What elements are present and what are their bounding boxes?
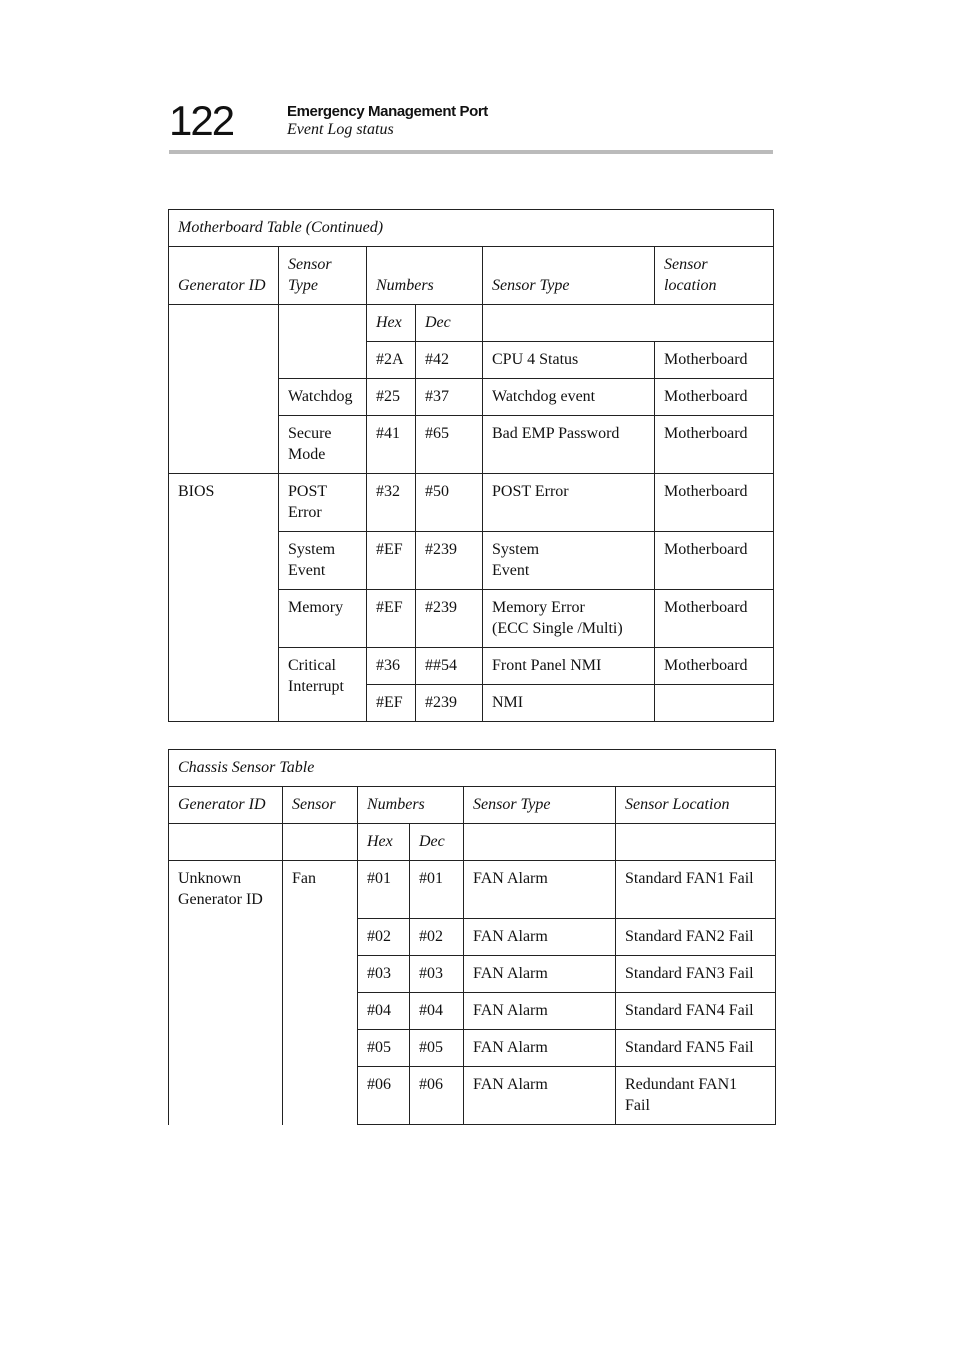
location-cell: Motherboard (655, 474, 774, 532)
sensor-cell: Fan (283, 861, 358, 1125)
sub-header-dec: Dec (416, 305, 483, 342)
generator-cell (169, 685, 279, 722)
type-cell: FAN Alarm (464, 861, 616, 919)
hex-cell: #02 (358, 919, 410, 956)
generator-cell (169, 379, 279, 416)
header-rule (169, 150, 773, 154)
sensor-cell: Secure Mode (279, 416, 367, 474)
hex-cell: #EF (367, 532, 416, 590)
col-header-generator-id: Generator ID (169, 247, 279, 305)
table-row (169, 590, 774, 648)
hex-cell: #32 (367, 474, 416, 532)
empty-cell (169, 824, 283, 861)
dec-cell: #37 (416, 379, 483, 416)
dec-cell: #239 (416, 685, 483, 722)
empty-cell (483, 305, 774, 342)
chassis-sensor-table (168, 749, 776, 1125)
type-cell: FAN Alarm (464, 919, 616, 956)
table-row (169, 474, 774, 532)
location-cell: Motherboard (655, 416, 774, 474)
header-title: Emergency Management Port (287, 103, 488, 120)
table-caption: Motherboard Table (Continued) (169, 210, 774, 247)
type-cell: Memory Error (ECC Single /Multi) (483, 590, 655, 648)
type-cell: Watchdog event (483, 379, 655, 416)
generator-cell (169, 342, 279, 379)
table-row (169, 379, 774, 416)
location-cell: Standard FAN1 Fail (616, 861, 776, 919)
empty-cell (464, 824, 616, 861)
generator-cell: Unknown Generator ID (169, 861, 283, 1125)
type-cell: NMI (483, 685, 655, 722)
motherboard-table (168, 209, 774, 722)
hex-cell: #25 (367, 379, 416, 416)
type-cell: FAN Alarm (464, 1067, 616, 1125)
generator-cell (169, 648, 279, 685)
type-cell: CPU 4 Status (483, 342, 655, 379)
hex-cell: #EF (367, 590, 416, 648)
dec-cell: #50 (416, 474, 483, 532)
col-header-sensor-type: Sensor Type (464, 787, 616, 824)
table-row (169, 685, 774, 722)
col-header-sensor-location: Sensor location (655, 247, 774, 305)
type-cell: FAN Alarm (464, 1030, 616, 1067)
empty-cell (279, 305, 367, 342)
hex-cell: #41 (367, 416, 416, 474)
col-header-sensor: Sensor (283, 787, 358, 824)
header-subtitle: Event Log status (287, 121, 394, 138)
col-header-generator-id: Generator ID (169, 787, 283, 824)
location-cell: Motherboard (655, 648, 774, 685)
dec-cell: #04 (410, 993, 464, 1030)
dec-cell: #239 (416, 590, 483, 648)
table-row (169, 532, 774, 590)
dec-cell: #239 (416, 532, 483, 590)
type-cell: FAN Alarm (464, 993, 616, 1030)
empty-cell (616, 824, 776, 861)
sub-header-dec: Dec (410, 824, 464, 861)
type-cell: Bad EMP Password (483, 416, 655, 474)
sensor-cell: POST Error (279, 474, 367, 532)
table-row (169, 342, 774, 379)
generator-cell (169, 532, 279, 590)
hex-cell: #EF (367, 685, 416, 722)
hex-cell: #03 (358, 956, 410, 993)
dec-cell: ##54 (416, 648, 483, 685)
sub-header-hex: Hex (367, 305, 416, 342)
hex-cell: #06 (358, 1067, 410, 1125)
sensor-cell: System Event (279, 532, 367, 590)
type-cell: POST Error (483, 474, 655, 532)
table-row (169, 416, 774, 474)
dec-cell: #65 (416, 416, 483, 474)
location-cell: Motherboard (655, 342, 774, 379)
col-header-numbers: Numbers (358, 787, 464, 824)
hex-cell: #01 (358, 861, 410, 919)
col-header-sensor-location: Sensor Location (616, 787, 776, 824)
location-cell: Standard FAN4 Fail (616, 993, 776, 1030)
col-header-sensor-type-2: Sensor Type (483, 247, 655, 305)
empty-cell (283, 824, 358, 861)
generator-cell: BIOS (169, 474, 279, 532)
table-row (169, 648, 774, 685)
page-number: 122 (169, 97, 234, 144)
type-cell: System Event (483, 532, 655, 590)
hex-cell: #36 (367, 648, 416, 685)
location-cell: Standard FAN5 Fail (616, 1030, 776, 1067)
type-cell: Front Panel NMI (483, 648, 655, 685)
location-cell: Standard FAN3 Fail (616, 956, 776, 993)
dec-cell: #02 (410, 919, 464, 956)
dec-cell: #05 (410, 1030, 464, 1067)
generator-cell (169, 416, 279, 474)
sensor-cell: Memory (279, 590, 367, 648)
hex-cell: #04 (358, 993, 410, 1030)
sensor-cell: Critical Interrupt (279, 648, 367, 722)
location-cell: Redundant FAN1 Fail (616, 1067, 776, 1125)
location-cell: Standard FAN2 Fail (616, 919, 776, 956)
location-cell (655, 685, 774, 722)
location-cell: Motherboard (655, 590, 774, 648)
location-cell: Motherboard (655, 379, 774, 416)
dec-cell: #01 (410, 861, 464, 919)
dec-cell: #42 (416, 342, 483, 379)
sub-header-hex: Hex (358, 824, 410, 861)
location-cell: Motherboard (655, 532, 774, 590)
dec-cell: #03 (410, 956, 464, 993)
col-header-numbers: Numbers (367, 247, 483, 305)
empty-cell (169, 305, 279, 342)
type-cell: FAN Alarm (464, 956, 616, 993)
hex-cell: #2A (367, 342, 416, 379)
dec-cell: #06 (410, 1067, 464, 1125)
generator-cell (169, 590, 279, 648)
sensor-cell (279, 342, 367, 379)
col-header-sensor-type: Sensor Type (279, 247, 367, 305)
table-row (169, 861, 776, 919)
sensor-cell: Watchdog (279, 379, 367, 416)
table-caption: Chassis Sensor Table (169, 750, 776, 787)
hex-cell: #05 (358, 1030, 410, 1067)
